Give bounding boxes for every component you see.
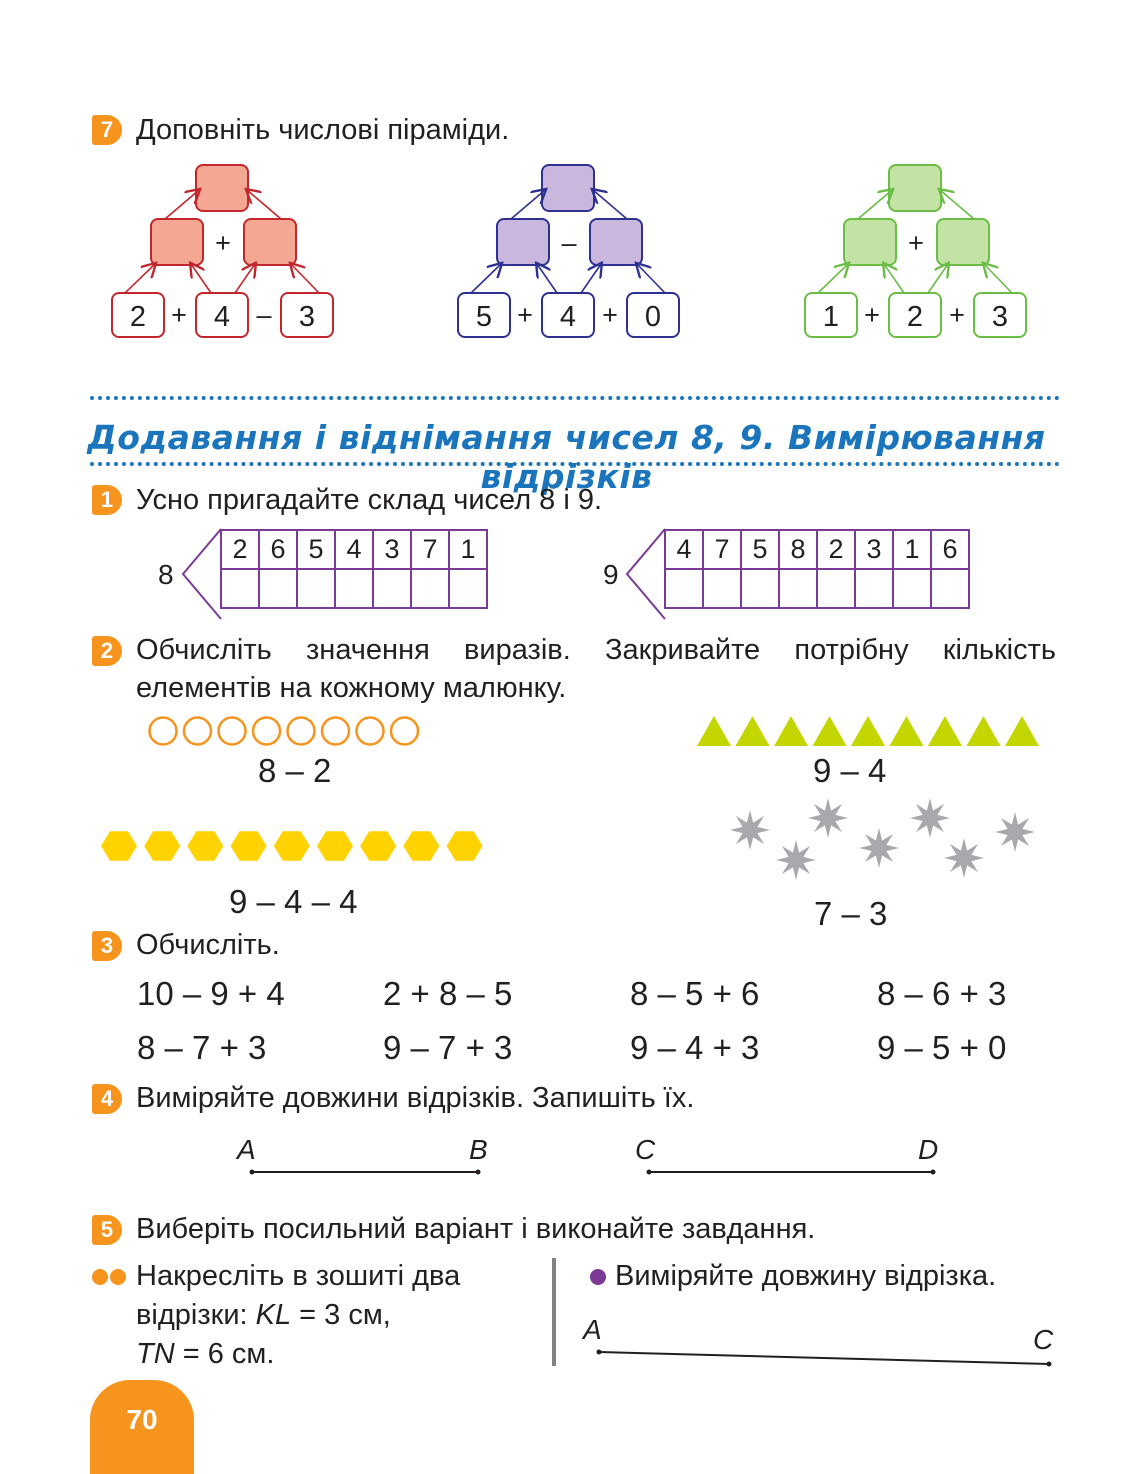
expression: 9 – 4 – 4 — [229, 883, 358, 920]
pyramid-arrow — [511, 190, 545, 219]
star-shape — [808, 798, 848, 838]
page-number: 70 — [126, 1404, 158, 1435]
composition-cell: 8 — [779, 530, 817, 569]
expression: 9 – 4 + 3 — [630, 1029, 760, 1066]
hexagon-shape — [447, 831, 483, 860]
expression: 9 – 4 — [813, 752, 887, 789]
expression: 8 – 7 + 3 — [137, 1029, 267, 1066]
circle-shape — [184, 718, 211, 745]
triangle-shape — [890, 716, 924, 746]
composition-cell: 4 — [335, 530, 373, 569]
empty-answer-cell — [931, 569, 969, 608]
triangle-shape — [967, 716, 1001, 746]
task-text: Усно пригадайте склад чисел 8 і 9. — [136, 484, 603, 516]
hexagon-shape — [187, 831, 223, 860]
composition-number: 9 — [603, 559, 619, 590]
pyramid-arrow — [191, 264, 211, 293]
pyramid-arrow — [471, 264, 501, 293]
star-shape — [859, 828, 899, 868]
task-text: Виміряйте довжини відрізків. Запишіть їх. — [136, 1082, 695, 1114]
composition-cell: 2 — [817, 530, 855, 569]
star-shape — [910, 798, 950, 838]
composition-cell: 3 — [855, 530, 893, 569]
hexagon-shape — [274, 831, 310, 860]
empty-answer-cell — [703, 569, 741, 608]
pyramid-arrow — [818, 264, 848, 293]
empty-answer-cell — [411, 569, 449, 608]
pyramid-empty-box — [196, 165, 248, 211]
one-dot-icon — [588, 1268, 610, 1288]
triangle-shape — [697, 716, 731, 746]
task-text: Обчисліть значення виразів. Закривайте потрібну кількість елементів на кожному малюнку. — [136, 634, 1056, 704]
triangle-shape — [851, 716, 885, 746]
pyramid — [458, 165, 679, 337]
segment-point-label: D — [918, 1134, 939, 1165]
circle-shape — [150, 718, 177, 745]
composition-cell: 7 — [703, 530, 741, 569]
pyramid-operator: + — [215, 228, 231, 258]
task-text: Виберіть посильний варіант і виконайте завдання. — [136, 1213, 816, 1245]
pyramid-arrow — [291, 264, 319, 293]
pyramid-arrow — [984, 264, 1012, 293]
empty-answer-cell — [779, 569, 817, 608]
dotted-divider — [90, 462, 1060, 466]
empty-answer-cell — [817, 569, 855, 608]
star-shape — [944, 838, 984, 878]
triangle-shape — [1005, 716, 1039, 746]
pyramid-arrow — [537, 264, 557, 293]
circle-shape — [288, 718, 315, 745]
pyramid-empty-box — [151, 219, 203, 265]
pyramid-number: 1 — [822, 301, 840, 333]
pyramid-number: 2 — [129, 301, 147, 333]
pyramid-empty-box — [937, 219, 989, 265]
pyramid-operator: + — [908, 228, 924, 258]
triangle-shape — [928, 716, 962, 746]
star-shape — [995, 812, 1035, 852]
hexagon-shape — [360, 831, 396, 860]
pyramid-empty-box — [542, 165, 594, 211]
pyramid-number: 3 — [298, 301, 316, 333]
hexagon-shape — [101, 831, 137, 860]
empty-answer-cell — [221, 569, 259, 608]
task-text: Обчисліть. — [136, 929, 280, 961]
circle-shape — [357, 718, 384, 745]
empty-answer-cell — [449, 569, 487, 608]
pyramid-operator: + — [864, 300, 880, 330]
task-number-badge: 2 — [92, 636, 122, 666]
hexagon-shape — [317, 831, 353, 860]
variant-text: TN = 6 см. — [136, 1338, 275, 1370]
pyramid-arrow — [235, 264, 255, 293]
composition-cell: 1 — [893, 530, 931, 569]
composition-cell: 2 — [221, 530, 259, 569]
pyramid-number: 4 — [213, 301, 231, 333]
pyramid-empty-box — [844, 219, 896, 265]
composition-number: 8 — [158, 559, 174, 590]
section-title: Додавання і віднімання чисел 8, 9. Вимірювання відрізків — [87, 418, 1046, 496]
dotted-divider — [90, 396, 1060, 400]
variant-text: Накресліть в зошиті два — [136, 1260, 461, 1292]
empty-answer-cell — [335, 569, 373, 608]
pyramid-empty-box — [244, 219, 296, 265]
pyramid-operator: + — [602, 300, 618, 330]
pyramid-empty-box — [497, 219, 549, 265]
expression: 8 – 6 + 3 — [877, 975, 1007, 1012]
triangle-shape — [736, 716, 770, 746]
pyramid-empty-box — [590, 219, 642, 265]
two-dots-icon — [91, 1268, 131, 1288]
expression: 7 – 3 — [814, 895, 888, 932]
empty-answer-cell — [665, 569, 703, 608]
pyramid-arrow — [637, 264, 665, 293]
pyramid-number: 0 — [644, 301, 662, 333]
pyramid-arrow — [581, 264, 601, 293]
pyramid-operator: + — [949, 300, 965, 330]
pyramid-arrow — [125, 264, 155, 293]
expression: 2 + 8 – 5 — [383, 975, 513, 1012]
segment-point-label: C — [635, 1134, 656, 1165]
triangle-shape — [774, 716, 808, 746]
composition-table-9 — [664, 529, 970, 609]
hexagon-shape — [144, 831, 180, 860]
expression: 8 – 5 + 6 — [630, 975, 760, 1012]
circle-shape — [219, 718, 246, 745]
empty-answer-cell — [893, 569, 931, 608]
composition-cell: 6 — [931, 530, 969, 569]
expression: 8 – 2 — [258, 752, 332, 789]
number-house-roof — [180, 528, 222, 620]
segment-point-label: C — [1033, 1324, 1054, 1355]
pyramid — [805, 165, 1026, 337]
hexagon-shape — [231, 831, 267, 860]
composition-cell: 4 — [665, 530, 703, 569]
segment-point-label: B — [469, 1134, 488, 1165]
empty-answer-cell — [855, 569, 893, 608]
expression: 10 – 9 + 4 — [137, 975, 285, 1012]
segment-point-label: A — [237, 1134, 256, 1165]
pyramid-number: 2 — [906, 301, 924, 333]
pyramid-operator: + — [171, 300, 187, 330]
circle-shape — [391, 718, 418, 745]
pyramid-empty-box — [889, 165, 941, 211]
empty-answer-cell — [259, 569, 297, 608]
pyramid-operator: + — [517, 300, 533, 330]
star-shape — [776, 840, 816, 880]
composition-cell: 3 — [373, 530, 411, 569]
task-number-badge: 5 — [92, 1215, 122, 1245]
circle-shape — [322, 718, 349, 745]
pyramid — [112, 165, 333, 337]
pyramid-number: 4 — [559, 301, 577, 333]
task-text: Доповніть числові піраміди. — [136, 114, 510, 146]
empty-answer-cell — [373, 569, 411, 608]
task-number-badge: 3 — [92, 931, 122, 961]
expression: 9 – 7 + 3 — [383, 1029, 513, 1066]
composition-cell: 1 — [449, 530, 487, 569]
number-pyramids — [0, 0, 1133, 360]
composition-table-8 — [220, 529, 488, 609]
pyramid-number: 3 — [991, 301, 1009, 333]
task-number-badge: 4 — [92, 1084, 122, 1114]
pyramid-number: 5 — [475, 301, 493, 333]
variant-text: відрізки: KL = 3 см, — [136, 1299, 391, 1331]
number-house-roof — [624, 528, 666, 620]
pyramid-operator: – — [561, 228, 577, 258]
circle-shape — [253, 718, 280, 745]
composition-cell: 5 — [297, 530, 335, 569]
empty-answer-cell — [297, 569, 335, 608]
composition-cell: 7 — [411, 530, 449, 569]
pyramid-arrow — [928, 264, 948, 293]
task-number-badge: 7 — [92, 115, 122, 145]
composition-cell: 6 — [259, 530, 297, 569]
star-shape — [730, 810, 770, 850]
line-segments — [0, 1160, 1133, 1180]
triangle-shape — [813, 716, 847, 746]
pyramid-arrow — [884, 264, 904, 293]
composition-cell: 5 — [741, 530, 779, 569]
pyramid-arrow — [247, 190, 281, 219]
pyramid-arrow — [165, 190, 199, 219]
pyramid-arrow — [593, 190, 627, 219]
pyramid-arrow — [858, 190, 892, 219]
line-segment-ac — [0, 1340, 1133, 1370]
hexagon-shape — [403, 831, 439, 860]
segment-point-label: A — [583, 1314, 602, 1345]
pyramid-arrow — [940, 190, 974, 219]
variant-text: Виміряйте довжину відрізка. — [615, 1260, 997, 1292]
counting-shapes — [0, 700, 1133, 900]
task-number-badge: 1 — [92, 485, 122, 515]
pyramid-operator: – — [256, 300, 272, 330]
empty-answer-cell — [741, 569, 779, 608]
expression: 9 – 5 + 0 — [877, 1029, 1007, 1066]
